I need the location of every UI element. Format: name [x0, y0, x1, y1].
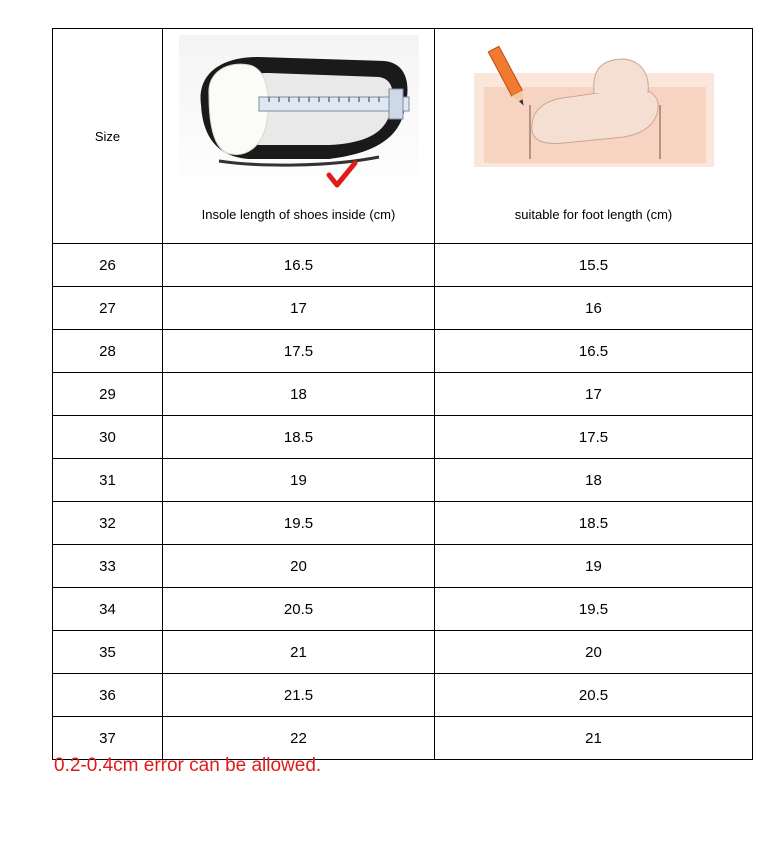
size-cell: 29: [53, 373, 163, 416]
table-row: [53, 373, 753, 416]
insole-length-cell: 21: [163, 631, 435, 674]
size-cell: 35: [53, 631, 163, 674]
insole-length-cell: 16.5: [163, 244, 435, 287]
foot-length-cell: 20: [435, 631, 753, 674]
size-header: Size: [53, 29, 163, 244]
size-cell: 34: [53, 588, 163, 631]
foot-length-cell: 19: [435, 545, 753, 588]
insole-length-cell: 20.5: [163, 588, 435, 631]
insole-length-cell: 18.5: [163, 416, 435, 459]
table-row: [53, 502, 753, 545]
size-cell: 36: [53, 674, 163, 717]
shoe-insole-measure-icon: [179, 35, 419, 200]
table-header-row: [53, 29, 753, 244]
insole-length-cell: 17.5: [163, 330, 435, 373]
table-row: [53, 717, 753, 760]
table-row: [53, 459, 753, 502]
insole-header-cell: [163, 29, 435, 244]
foot-length-cell: 16.5: [435, 330, 753, 373]
size-cell: 30: [53, 416, 163, 459]
foot-length-cell: 21: [435, 717, 753, 760]
size-cell: 33: [53, 545, 163, 588]
table-row: [53, 416, 753, 459]
table-row: [53, 330, 753, 373]
insole-length-cell: 19: [163, 459, 435, 502]
foot-length-cell: 16: [435, 287, 753, 330]
foot-header: suitable for foot length (cm): [514, 207, 673, 222]
foot-length-cell: 19.5: [435, 588, 753, 631]
insole-length-cell: 22: [163, 717, 435, 760]
size-cell: 32: [53, 502, 163, 545]
table-row: [53, 588, 753, 631]
table-row: [53, 674, 753, 717]
table-row: [53, 244, 753, 287]
foot-header-cell: [435, 29, 753, 244]
size-cell: 31: [53, 459, 163, 502]
size-cell: 26: [53, 244, 163, 287]
size-cell: 28: [53, 330, 163, 373]
foot-length-cell: 17.5: [435, 416, 753, 459]
table-row: [53, 631, 753, 674]
insole-length-cell: 20: [163, 545, 435, 588]
size-chart-table: [52, 28, 753, 760]
foot-length-cell: 18.5: [435, 502, 753, 545]
foot-length-cell: 17: [435, 373, 753, 416]
insole-length-cell: 21.5: [163, 674, 435, 717]
size-cell: 27: [53, 287, 163, 330]
foot-length-cell: 15.5: [435, 244, 753, 287]
insole-length-cell: 19.5: [163, 502, 435, 545]
tolerance-note: 0.2-0.4cm error can be allowed.: [54, 755, 322, 776]
size-cell: 37: [53, 717, 163, 760]
foot-length-cell: 18: [435, 459, 753, 502]
foot-tracing-icon: [474, 45, 714, 170]
insole-length-cell: 17: [163, 287, 435, 330]
insole-length-cell: 18: [163, 373, 435, 416]
table-row: [53, 287, 753, 330]
table-row: [53, 545, 753, 588]
insole-header: Insole length of shoes inside (cm): [201, 207, 396, 222]
foot-length-cell: 20.5: [435, 674, 753, 717]
